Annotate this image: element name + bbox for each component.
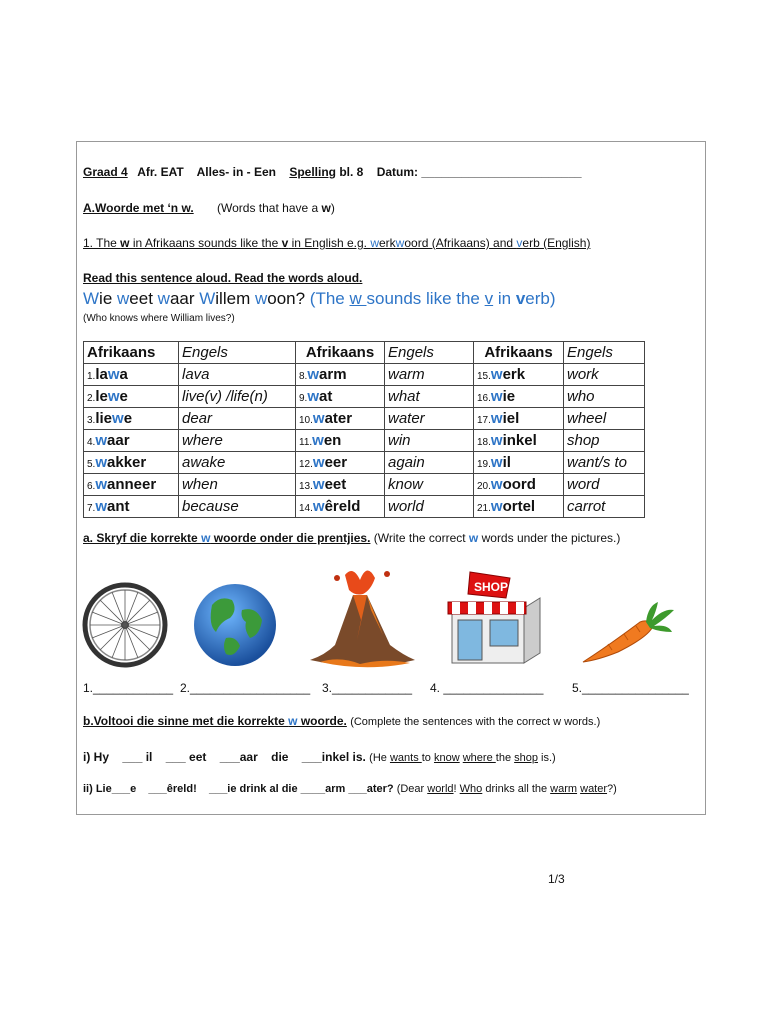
afrikaans-word: [474, 474, 564, 496]
section-a-heading: [83, 201, 335, 215]
word-text: wêreld: [312, 498, 361, 515]
subject: Afr. EAT: [137, 165, 184, 179]
afrikaans-word: [296, 408, 385, 430]
word-table-row: [84, 408, 645, 430]
word-text: woord: [490, 476, 536, 493]
word-number: 19.: [477, 459, 491, 470]
engels-column-header: Engels: [179, 342, 296, 364]
afrikaans-word: [296, 386, 385, 408]
english-word: water: [385, 408, 474, 430]
word-text: water: [312, 410, 353, 427]
afrikaans-word: [84, 496, 179, 518]
word-number: 7.: [87, 503, 96, 514]
word-text: lawa: [95, 366, 128, 383]
english-word: world: [385, 496, 474, 518]
english-note: (The w sounds like the v in verb): [309, 289, 556, 308]
word-table-row: [84, 430, 645, 452]
english-word: live(v) /life(n): [179, 386, 296, 408]
afrikaans-word: [474, 364, 564, 386]
sentence-translation: (Who knows where William lives?): [83, 313, 235, 324]
word-text: werk: [490, 366, 526, 383]
sentence-1-note: (He wants to know where the shop is.): [369, 752, 556, 764]
date-label: Datum:: [376, 165, 419, 179]
afrikaans-word: [296, 496, 385, 518]
afrikaans-word: [474, 386, 564, 408]
exercise-a-heading: [83, 531, 620, 545]
word-number: 1.: [87, 371, 96, 382]
word-number: 4.: [87, 437, 96, 448]
picture-blank-3[interactable]: 3.____________: [322, 681, 413, 695]
date-blank: ________________________: [421, 165, 582, 179]
globe-icon: [190, 580, 280, 670]
exercise-a-title: a. Skryf die korrekte w woorde onder die prentjies.: [83, 531, 371, 545]
english-word: lava: [179, 364, 296, 386]
word-number: 6.: [87, 481, 96, 492]
exercise-a-note: (Write the correct w words under the pictures.): [373, 531, 621, 545]
afrikaans-word: [84, 474, 179, 496]
wheel-icon: [80, 580, 170, 670]
word-text: weer: [312, 454, 348, 471]
afrikaans-word: [84, 364, 179, 386]
word-number: 5.: [87, 459, 96, 470]
worksheet-header: [83, 165, 582, 179]
engels-column-header: Engels: [564, 342, 645, 364]
word-table-row: [84, 386, 645, 408]
word-table-row: [84, 474, 645, 496]
afrikaans-word: [474, 430, 564, 452]
english-word: when: [179, 474, 296, 496]
word-number: 8.: [299, 371, 308, 382]
afrikaans-word: [84, 386, 179, 408]
english-word: know: [385, 474, 474, 496]
word-text: wat: [307, 388, 333, 405]
word-number: 2.: [87, 393, 96, 404]
picture-blank-1[interactable]: 1.____________: [83, 681, 174, 695]
word-number: 14.: [299, 503, 313, 514]
word-text: wortel: [490, 498, 536, 515]
shop-sign-text: SHOP: [474, 580, 509, 594]
english-word: want/s to: [564, 452, 645, 474]
word-table: [83, 341, 645, 518]
afrikaans-word: [84, 452, 179, 474]
sentence-1-text: i) Hy ___ il ___ eet ___aar die ___inkel is.: [83, 750, 366, 764]
word-number: 20.: [477, 481, 491, 492]
example-sentence: [83, 289, 556, 309]
word-text: wie: [490, 388, 516, 405]
word-number: 3.: [87, 415, 96, 426]
afrikaans-word: [84, 408, 179, 430]
afrikaans-word: [474, 452, 564, 474]
afrikaans-word: [296, 452, 385, 474]
spelling-label: Spelling: [289, 165, 336, 179]
word-number: 15.: [477, 371, 491, 382]
engels-column-header: Engels: [385, 342, 474, 364]
afrikaans-column-header: Afrikaans: [84, 342, 179, 364]
word-table-row: [84, 496, 645, 518]
exercise-b-note: (Complete the sentences with the correct w words.): [350, 716, 601, 728]
afrikaans-word: [296, 474, 385, 496]
word-text: lewe: [95, 388, 128, 405]
word-table-row: [84, 364, 645, 386]
exercise-b-sentence-1: [83, 750, 556, 764]
english-word: because: [179, 496, 296, 518]
word-text: wakker: [95, 454, 147, 471]
english-word: dear: [179, 408, 296, 430]
word-text: wiel: [490, 410, 520, 427]
word-number: 9.: [299, 393, 308, 404]
picture-blank-2[interactable]: 2.__________________: [180, 681, 311, 695]
afrikaans-word: [296, 430, 385, 452]
read-instruction: Read this sentence aloud. Read the words aloud.: [83, 271, 363, 285]
word-text: wanneer: [95, 476, 157, 493]
word-text: liewe: [95, 410, 133, 427]
afrikaans-column-header: Afrikaans: [296, 342, 385, 364]
word-text: warm: [307, 366, 347, 383]
word-table-header-row: [84, 342, 645, 364]
exercise-b-title: b.Voltooi die sinne met die korrekte w woorde.: [83, 714, 347, 728]
word-text: wil: [490, 454, 511, 471]
word-number: 12.: [299, 459, 313, 470]
word-text: wen: [312, 432, 342, 449]
volcano-icon: [305, 560, 420, 675]
afrikaans-column-header: Afrikaans: [474, 342, 564, 364]
carrot-icon: [578, 598, 678, 668]
english-word: win: [385, 430, 474, 452]
picture-blank-4[interactable]: 4. _______________: [430, 681, 544, 695]
rule-text: 1. The w in Afrikaans sounds like the v in English e.g. werkwoord (Afrikaans) and verb (English): [83, 236, 591, 250]
afrikaans-word: [474, 496, 564, 518]
sentence-2-note: (Dear world! Who drinks all the warm water?): [396, 783, 617, 795]
grade: Graad 4: [83, 165, 128, 179]
word-text: want: [95, 498, 130, 515]
word-number: 17.: [477, 415, 491, 426]
picture-blank-5[interactable]: 5.________________: [572, 681, 689, 695]
word-number: 10.: [299, 415, 313, 426]
shop-icon: [440, 568, 545, 668]
pronunciation-rule: [83, 236, 590, 250]
english-word: wheel: [564, 408, 645, 430]
english-word: carrot: [564, 496, 645, 518]
word-number: 16.: [477, 393, 491, 404]
page-number: 1/3: [548, 872, 565, 886]
english-word: warm: [385, 364, 474, 386]
afrikaans-word: [474, 408, 564, 430]
english-word: again: [385, 452, 474, 474]
word-text: waar: [95, 432, 130, 449]
section-a-title: A.Woorde met ‘n w.: [83, 201, 194, 215]
english-word: word: [564, 474, 645, 496]
english-word: what: [385, 386, 474, 408]
afrikaans-word: [84, 430, 179, 452]
sentence-2-text: ii) Lie___e ___êreld! ___ie drink al die ____arm ___ater?: [83, 783, 394, 795]
word-text: winkel: [490, 432, 537, 449]
english-word: where: [179, 430, 296, 452]
english-word: awake: [179, 452, 296, 474]
exercise-b-sentence-2: [83, 783, 617, 795]
section-a-subtitle: (Words that have a w): [217, 201, 335, 215]
word-text: weet: [312, 476, 347, 493]
word-table-row: [84, 452, 645, 474]
word-number: 11.: [299, 437, 313, 448]
english-word: who: [564, 386, 645, 408]
word-number: 13.: [299, 481, 313, 492]
book-title: Alles- in - Een: [196, 165, 276, 179]
english-word: work: [564, 364, 645, 386]
afrikaans-word: [296, 364, 385, 386]
english-word: shop: [564, 430, 645, 452]
exercise-b-heading: [83, 714, 600, 728]
page-ref: bl. 8: [339, 165, 364, 179]
word-number: 21.: [477, 503, 491, 514]
afrikaans-sentence: Wie weet waar Willem woon?: [83, 289, 306, 308]
word-number: 18.: [477, 437, 491, 448]
